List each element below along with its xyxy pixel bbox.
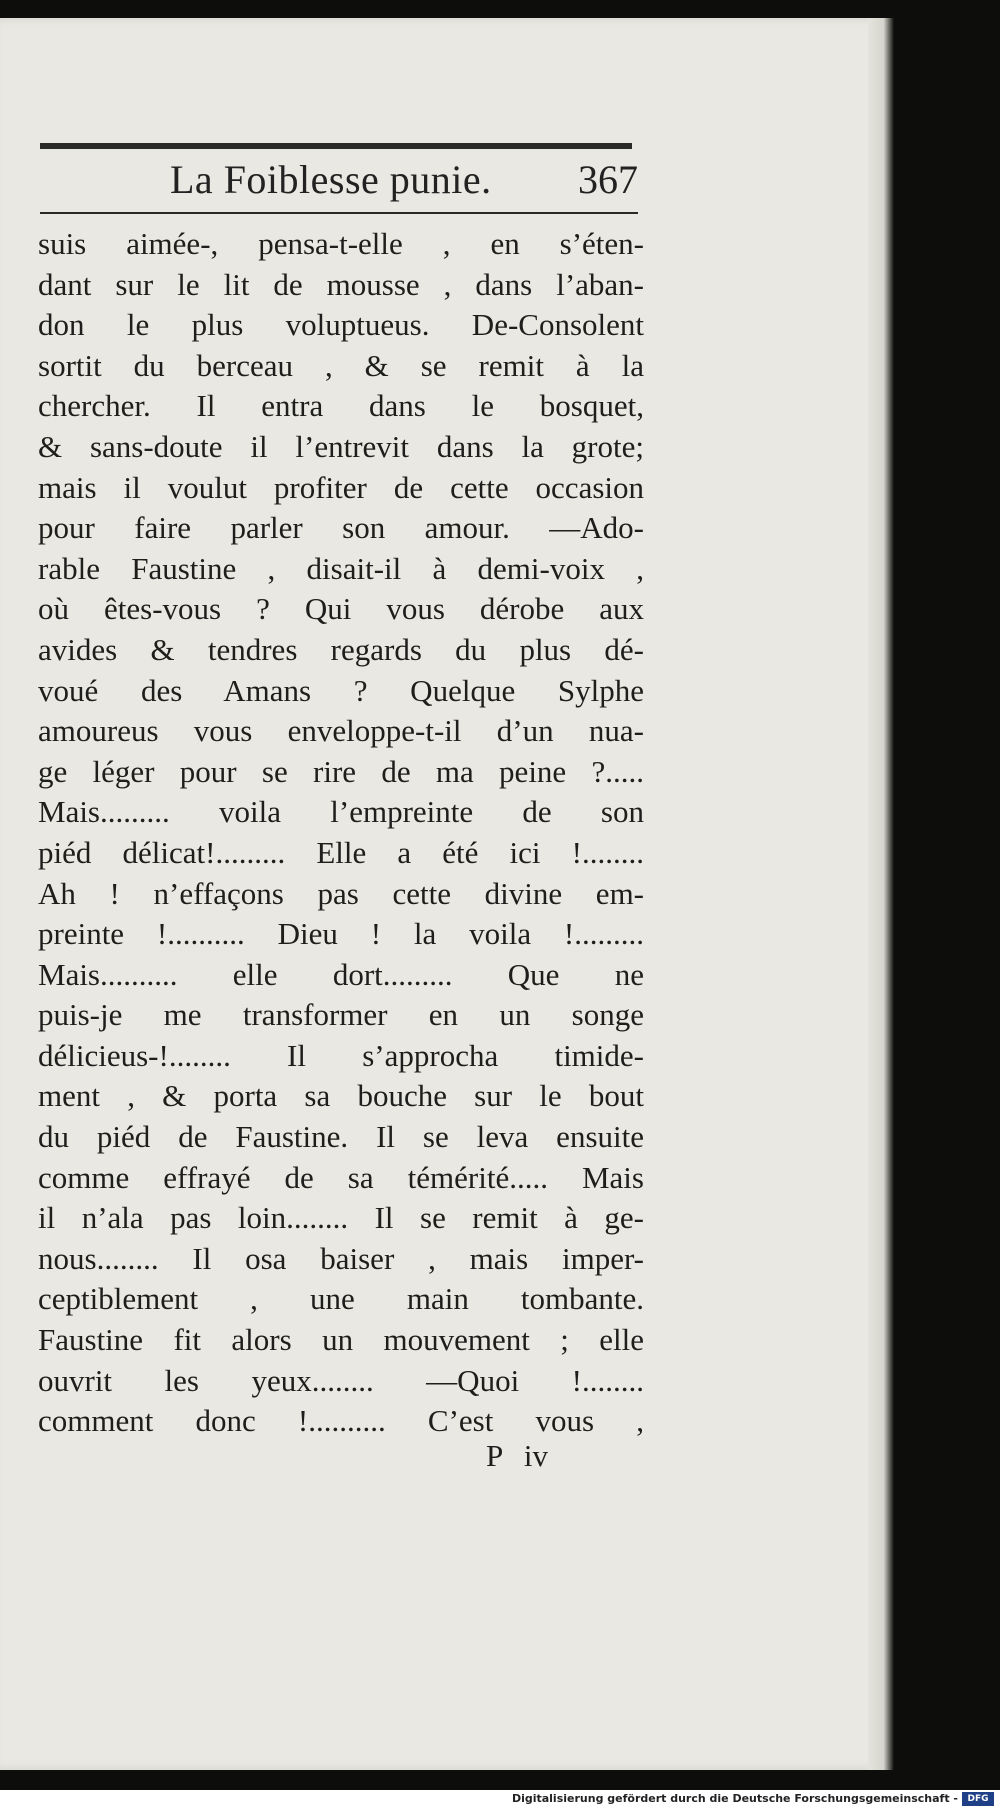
text-line: Faustine fit alors un mouvement ; elle	[38, 1322, 644, 1358]
text-line: du piéd de Faustine. Il se leva ensuite	[38, 1119, 644, 1155]
text-line: pour faire parler son amour. —Ado-	[38, 510, 644, 546]
text-line: piéd délicat!......... Elle a été ici !........	[38, 834, 644, 870]
text-line: voué des Amans ? Quelque Sylphe	[38, 672, 644, 708]
text-line: don le plus voluptueus. De-Consolent	[38, 307, 644, 343]
running-head	[40, 156, 638, 214]
text-line: chercher. Il entra dans le bosquet,	[38, 388, 644, 424]
signature-mark: P iv	[486, 1438, 548, 1473]
text-line: ment , & porta sa bouche sur le bout	[38, 1078, 644, 1114]
text-line: suis aimée-, pensa-t-elle , en s’éten-	[38, 226, 644, 261]
text-line: sortit du berceau , & se remit à la	[38, 347, 644, 383]
dfg-logo[interactable]: DFG	[962, 1792, 994, 1806]
text-line: amoureus vous enveloppe-t-il d’un nua-	[38, 713, 644, 749]
text-line: comme effrayé de sa témérité..... Mais	[38, 1159, 644, 1195]
text-line: délicieus-!........ Il s’approcha timide-	[38, 1037, 644, 1073]
top-rule	[40, 143, 632, 149]
page-number: 367	[578, 157, 638, 202]
text-line: dant sur le lit de mousse , dans l’aban-	[38, 266, 644, 302]
running-title: La Foiblesse punie.	[170, 157, 492, 202]
text-line: Ah ! n’effaçons pas cette divine em-	[38, 875, 644, 911]
text-line: Mais.......... elle dort......... Que ne	[38, 956, 644, 992]
footer-credit: Digitalisierung gefördert durch die Deutsche Forschungsgemeinschaft -	[511, 1792, 958, 1805]
text-line: & sans-doute il l’entrevit dans la grote;	[38, 428, 644, 464]
text-line: nous........ Il osa baiser , mais imper-	[38, 1240, 644, 1276]
page-edge	[868, 18, 894, 1770]
text-line: preinte !.......... Dieu ! la voila !.........	[38, 916, 644, 952]
text-line: Mais......... voila l’empreinte de son	[38, 794, 644, 830]
text-line: où êtes-vous ? Qui vous dérobe aux	[38, 591, 644, 627]
text-line: ouvrit les yeux........ —Quoi !........	[38, 1362, 644, 1398]
text-line: il n’ala pas loin........ Il se remit à ge-	[38, 1200, 644, 1236]
text-line: ge léger pour se rire de ma peine ?.....	[38, 753, 644, 789]
text-line: comment donc !.......... C’est vous ,	[38, 1403, 644, 1439]
text-line: avides & tendres regards du plus dé-	[38, 631, 644, 667]
text-line: mais il voulut profiter de cette occasion	[38, 469, 644, 505]
text-line: puis-je me transformer en un songe	[38, 997, 644, 1033]
text-line: rable Faustine , disait-il à demi-voix ,	[38, 550, 644, 586]
body-text	[38, 224, 644, 1442]
text-line: ceptiblement , une main tombante.	[38, 1281, 644, 1317]
head-rule	[40, 212, 638, 214]
